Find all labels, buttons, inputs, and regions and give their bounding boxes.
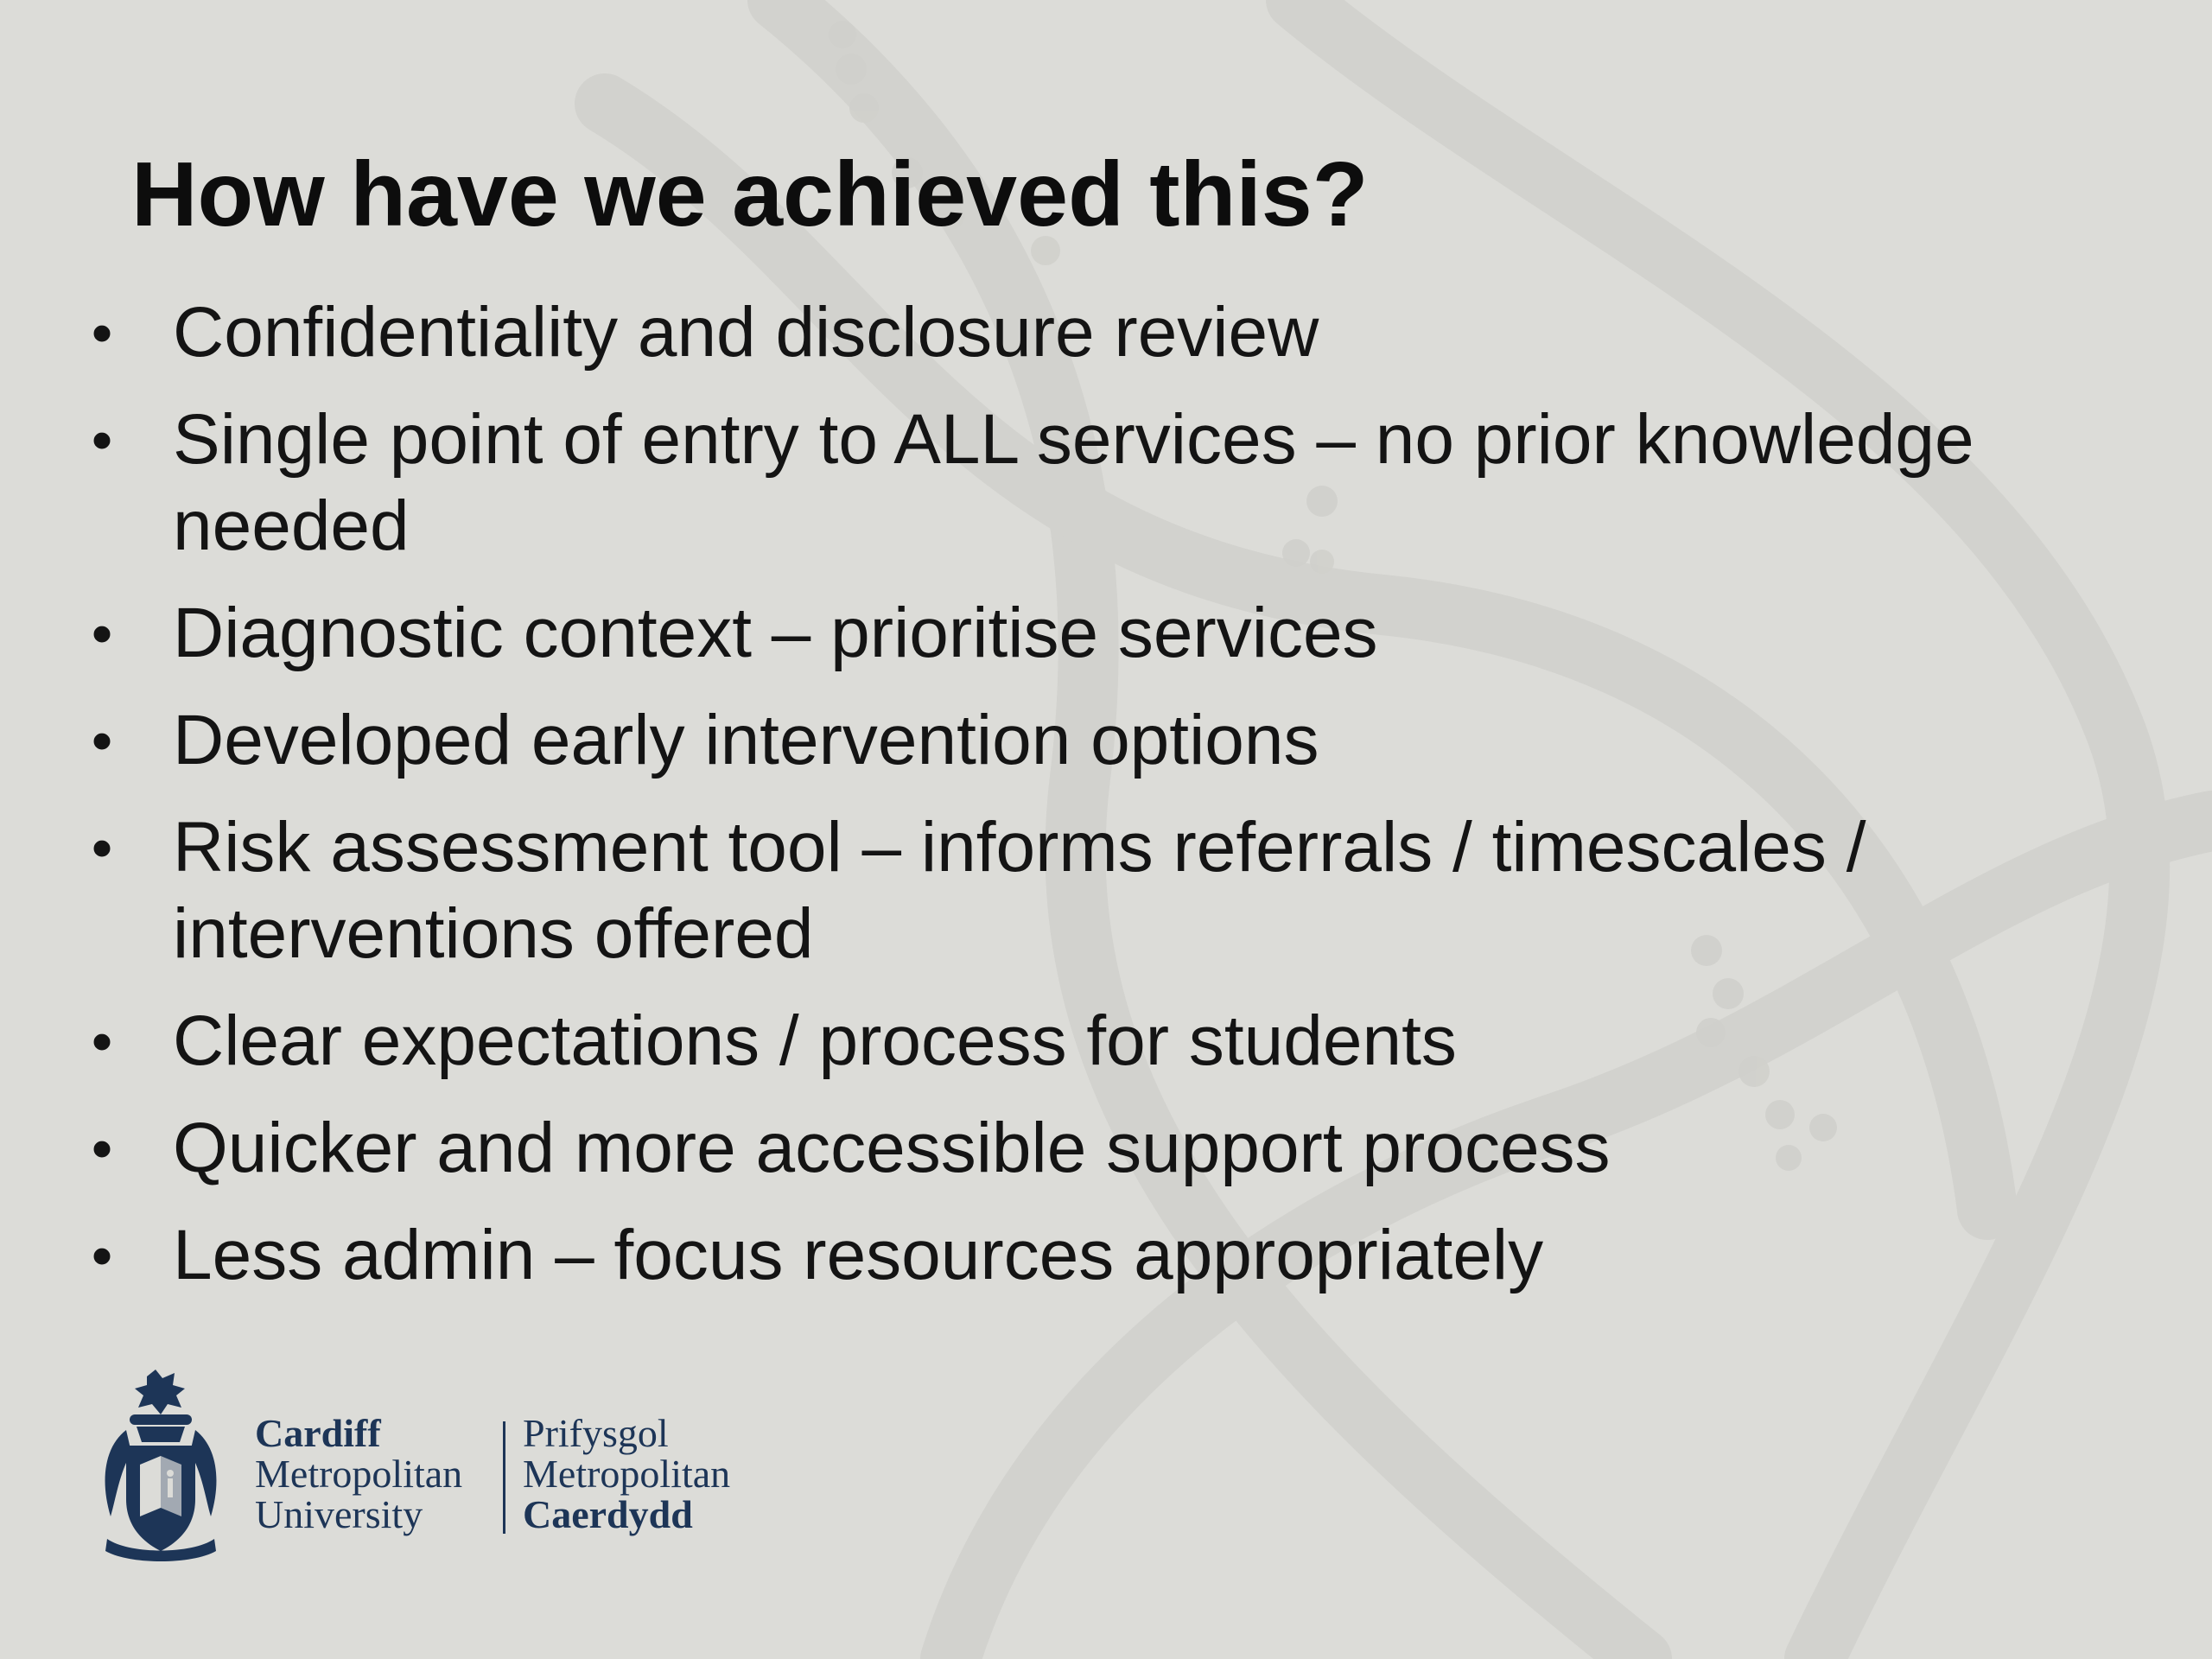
bullet-text: Developed early intervention options bbox=[173, 701, 1319, 779]
logo-line: Caerdydd bbox=[523, 1492, 693, 1536]
bullet-text: Confidentiality and disclosure review bbox=[173, 293, 1319, 372]
bullet-marker: • bbox=[91, 814, 113, 881]
bullet-text: Single point of entry to ALL services – no prior knowledge needed bbox=[173, 400, 1974, 565]
bullet-item bbox=[85, 998, 2158, 1084]
logo-line: Prifysgol bbox=[523, 1411, 669, 1455]
bullet-list bbox=[85, 289, 2158, 1319]
logo-text-welsh bbox=[523, 1413, 730, 1535]
bullet-marker: • bbox=[91, 1222, 113, 1289]
logo-line: Cardiff bbox=[255, 1411, 381, 1455]
bullet-marker: • bbox=[91, 1115, 113, 1182]
bullet-text: Risk assessment tool – informs referrals / timescales / interventions offered bbox=[173, 808, 1866, 973]
bullet-marker: • bbox=[91, 600, 113, 667]
bullet-marker: • bbox=[91, 299, 113, 366]
bullet-marker: • bbox=[91, 1007, 113, 1075]
slide-title: How have we achieved this? bbox=[131, 143, 1369, 245]
bullet-item bbox=[85, 804, 2158, 977]
university-logo bbox=[95, 1370, 769, 1568]
logo-line: University bbox=[255, 1492, 423, 1536]
logo-divider bbox=[503, 1421, 505, 1534]
bullet-text: Quicker and more accessible support process bbox=[173, 1109, 1611, 1187]
bullet-marker: • bbox=[91, 406, 113, 474]
bullet-item bbox=[85, 397, 2158, 569]
logo-line: Metropolitan bbox=[523, 1452, 731, 1496]
logo-text-english bbox=[255, 1413, 462, 1535]
bullet-item bbox=[85, 289, 2158, 376]
bullet-item bbox=[85, 697, 2158, 784]
university-crest-icon bbox=[95, 1370, 226, 1565]
bullet-text: Diagnostic context – prioritise services bbox=[173, 594, 1378, 672]
bullet-text: Less admin – focus resources appropriately bbox=[173, 1216, 1544, 1294]
bullet-item bbox=[85, 1212, 2158, 1299]
bullet-marker: • bbox=[91, 707, 113, 774]
bullet-item bbox=[85, 590, 2158, 677]
bullet-item bbox=[85, 1105, 2158, 1192]
bullet-text: Clear expectations / process for students bbox=[173, 1001, 1457, 1080]
logo-line: Metropolitan bbox=[255, 1452, 463, 1496]
